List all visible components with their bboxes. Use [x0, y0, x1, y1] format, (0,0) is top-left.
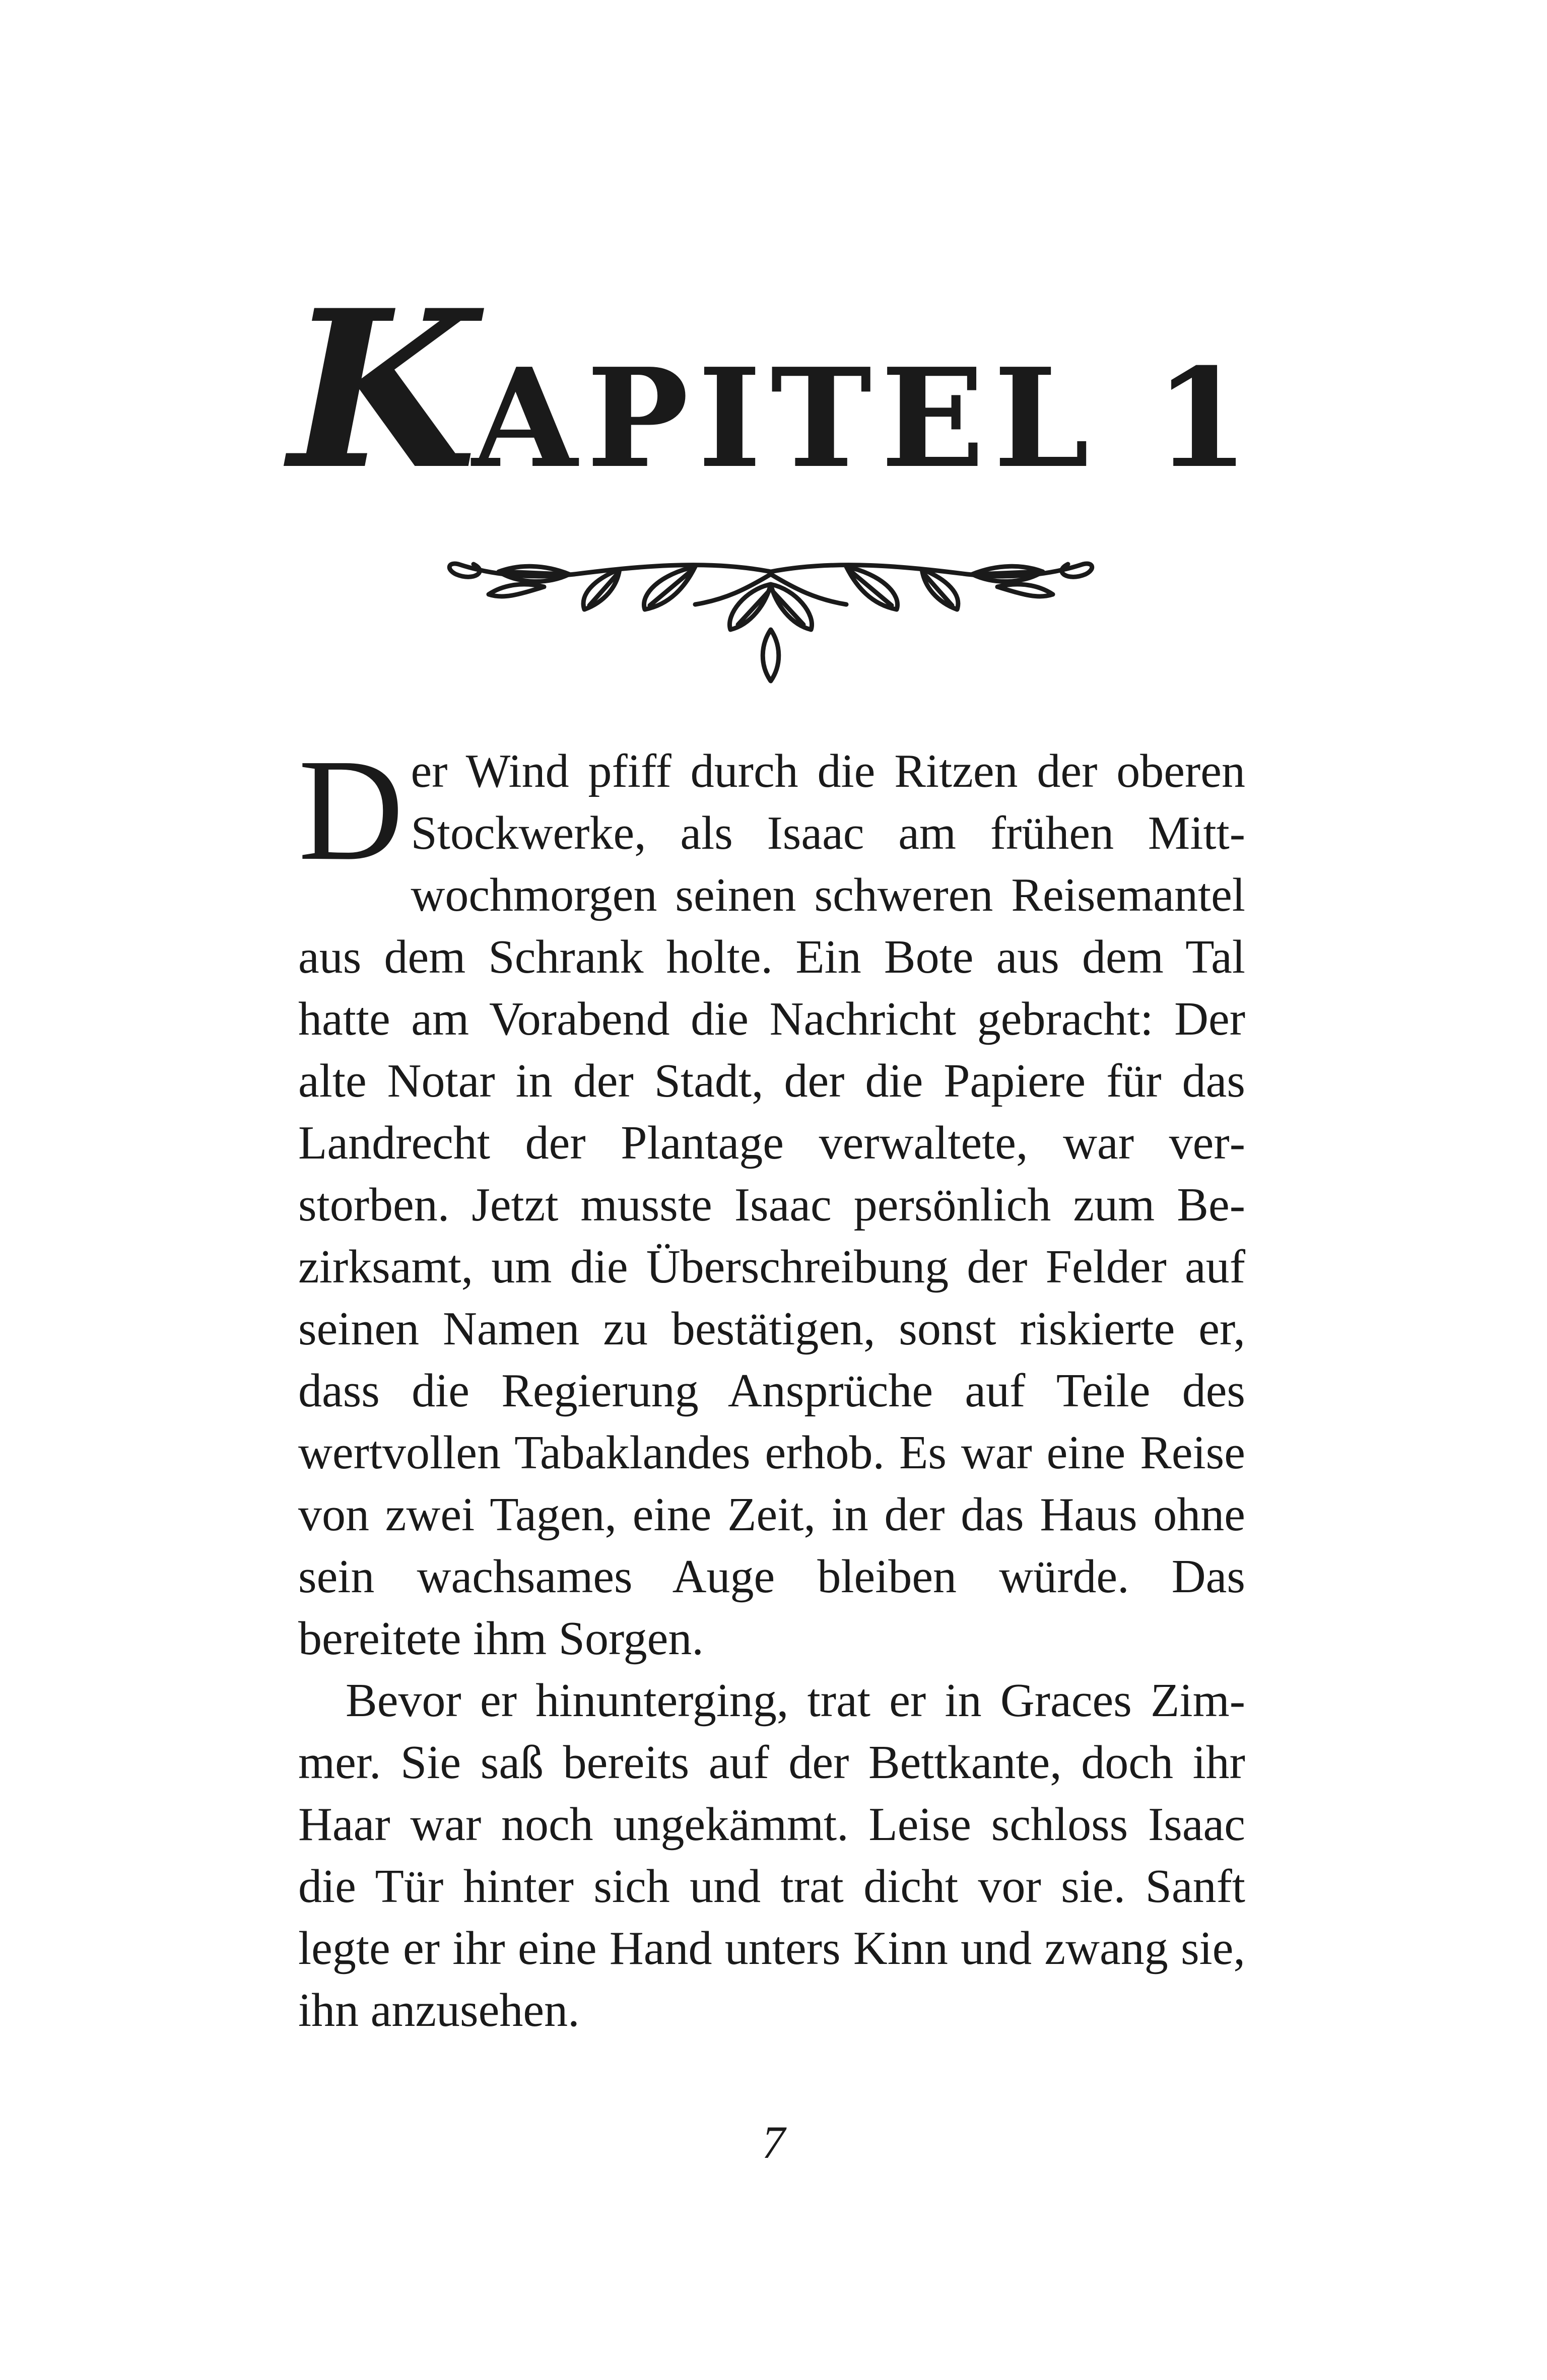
- page-number: 7: [762, 2117, 785, 2168]
- chapter-body: [298, 729, 1245, 2042]
- chapter-title: [0, 263, 1547, 517]
- paragraph-1: [298, 729, 1245, 1670]
- chapter-title-initial: K: [289, 263, 472, 517]
- chapter-title-text: APITEL 1: [472, 338, 1258, 498]
- paragraph-1-text: er Wind pfiff durch die Ritzen der oberen Stockwerke, als Isaac am frühen Mittwochmorgen seinen schweren Reisemantel aus dem Schrank holte. Ein Bote aus dem Tal hatte am Vorabend die Nachricht gebracht: Der alte Notar in der Stadt, der die Papiere für das Landrecht der Plantage verwaltete, war verstorben. Jetzt musste Isaac persönlich zum Bezirksamt, um die Überschreibung der Felder auf seinen Namen zu bestätigen, sonst riskierte er, dass die Regierung Ansprüche auf Teile des wertvollen Tabaklandes erhob. Es war eine Reise von zwei Tagen, eine Zeit, in der das Haus ohne sein wachsames Auge bleiben würde. Das bereitete ihm Sorgen.: [298, 745, 1245, 1665]
- paragraph-2: Bevor er hinunterging, trat er in Graces Zimmer. Sie saß bereits auf der Bettkante, doch ihr Haar war noch ungekämmt. Leise schloss Isaac die Tür hinter sich und trat dicht vor sie. Sanft legte er ihr eine Hand unters Kinn und zwang sie, ihn anzusehen.: [298, 1674, 1245, 2036]
- drop-cap: D: [298, 729, 404, 891]
- leaf-vine-ornament-icon: [443, 544, 1098, 685]
